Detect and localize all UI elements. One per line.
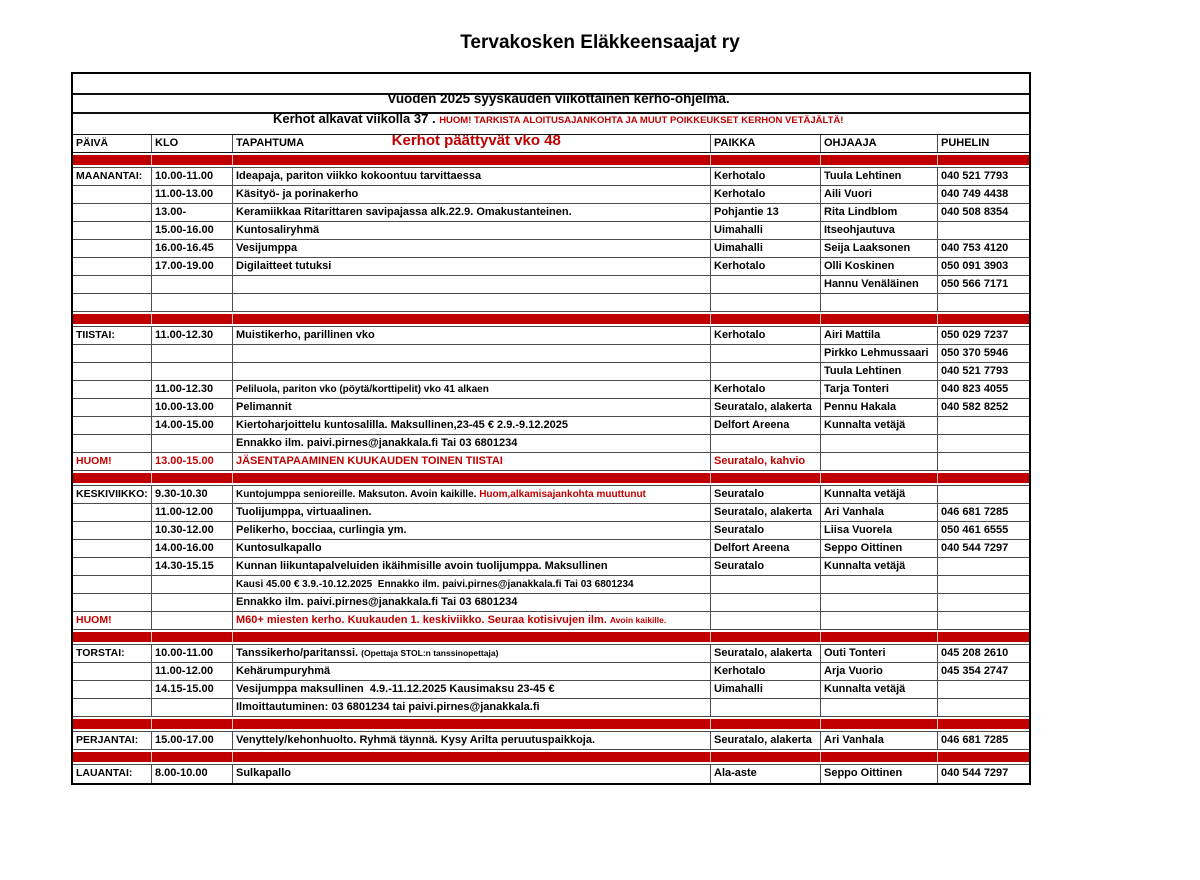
cell-paikka — [711, 612, 821, 629]
schedule-row — [73, 576, 1029, 594]
end-week-note: Kerhot päättyvät vko 48 — [391, 132, 561, 149]
cell-paikka — [711, 699, 821, 716]
column-header-paiva: PÄIVÄ — [73, 135, 152, 152]
cell-puhelin: 050 566 7171 — [941, 278, 1009, 290]
cell-puhelin — [938, 558, 1029, 575]
cell-ohjaaja: Aili Vuori — [821, 186, 938, 203]
cell-klo: 11.00-12.00 — [152, 663, 233, 680]
page-title: Tervakosken Eläkkeensaajat ry — [460, 32, 740, 53]
cell-puhelin: 040 508 8354 — [941, 206, 1009, 218]
cell-puhelin: 040 582 8252 — [941, 401, 1009, 413]
cell-tapahtuma — [233, 381, 711, 398]
cell-klo: 14.00-15.00 — [152, 417, 233, 434]
cell-paiva — [73, 435, 152, 452]
cell-paikka: Pohjantie 13 — [711, 204, 821, 221]
cell-tapahtuma: Tuolijumppa, virtuaalinen. — [233, 504, 711, 521]
cell-puhelin: 040 521 7793 — [941, 170, 1009, 182]
cell-tapahtuma: Pelimannit — [233, 399, 711, 416]
cell-klo: 11.00-12.00 — [152, 504, 233, 521]
cell-paiva — [73, 504, 152, 521]
cell-paikka: Seuratalo — [711, 486, 821, 503]
cell-paiva — [73, 276, 152, 293]
cell-tapahtuma — [233, 486, 711, 503]
column-header-puhelin: PUHELIN — [941, 137, 990, 149]
cell-paikka: Kerhotalo — [711, 327, 821, 344]
column-header-row — [73, 135, 1029, 153]
cell-klo — [152, 435, 233, 452]
cell-klo: 16.00-16.45 — [152, 240, 233, 257]
cell-paikka — [711, 435, 821, 452]
separator-cell — [73, 632, 152, 642]
cell-ohjaaja — [821, 594, 938, 611]
cell-klo: 17.00-19.00 — [152, 258, 233, 275]
separator-cell — [152, 719, 233, 729]
separator-cell — [711, 752, 821, 762]
cell-tapahtuma: Kuntosaliryhmä — [233, 222, 711, 239]
schedule-row — [73, 168, 1029, 186]
cell-paiva: TORSTAI: — [73, 645, 152, 662]
cell-klo — [152, 294, 233, 311]
cell-tapahtuma: Kehärumpuryhmä — [233, 663, 711, 680]
cell-puhelin — [938, 417, 1029, 434]
cell-paiva — [73, 345, 152, 362]
cell-klo: 14.00-16.00 — [152, 540, 233, 557]
cell-puhelin — [938, 699, 1029, 716]
cell-puhelin: 046 681 7285 — [941, 734, 1009, 746]
separator-bar — [73, 719, 1029, 729]
cell-paiva — [73, 240, 152, 257]
schedule-row — [73, 399, 1029, 417]
schedule-row — [73, 258, 1029, 276]
cell-tapahtuma: Kiertoharjoittelu kuntosalilla. Maksullinen,23-45 € 2.9.-9.12.2025 — [233, 417, 711, 434]
separator-cell — [73, 314, 152, 324]
separator-cell — [711, 719, 821, 729]
cell-paikka: Kerhotalo — [711, 168, 821, 185]
cell-puhelin — [938, 222, 1029, 239]
separator-cell — [73, 719, 152, 729]
cell-paiva — [73, 204, 152, 221]
cell-tapahtuma: Ennakko ilm. paivi.pirnes@janakkala.fi Tai 03 6801234 — [233, 594, 711, 611]
cell-puhelin — [938, 435, 1029, 452]
cell-paiva — [73, 522, 152, 539]
schedule-row — [73, 522, 1029, 540]
cell-ohjaaja: Airi Mattila — [821, 327, 938, 344]
cell-klo: 10.00-11.00 — [152, 645, 233, 662]
separator-cell — [821, 632, 938, 642]
schedule-row — [73, 363, 1029, 381]
cell-klo: 11.00-12.30 — [152, 381, 233, 398]
cell-tapahtuma: Kunnan liikuntapalveluiden ikäihmisille avoin tuolijumppa. Maksullinen — [233, 558, 711, 575]
separator-cell — [73, 752, 152, 762]
schedule-row — [73, 594, 1029, 612]
cell-tapahtuma — [233, 276, 711, 293]
separator-cell — [821, 473, 938, 483]
cell-paikka: Delfort Areena — [711, 540, 821, 557]
schedule-row — [73, 381, 1029, 399]
separator-cell — [152, 632, 233, 642]
cell-puhelin — [938, 681, 1029, 698]
cell-ohjaaja — [821, 453, 938, 470]
separator-cell — [821, 314, 938, 324]
schedule-table — [71, 72, 1031, 785]
separator-bar — [73, 155, 1029, 165]
cell-ohjaaja: Tuula Lehtinen — [821, 363, 938, 380]
cell-puhelin: 040 749 4438 — [941, 188, 1009, 200]
separator-cell — [233, 473, 711, 483]
event-text-segment: Peliluola, pariton vko (pöytä/korttipelit) vko 41 alkaen — [236, 384, 489, 395]
section-separator — [73, 717, 1029, 732]
cell-puhelin: 040 823 4055 — [941, 383, 1009, 395]
column-header-ohjaaja: OHJAAJA — [821, 135, 938, 152]
schedule-row — [73, 486, 1029, 504]
cell-klo: 15.00-17.00 — [152, 732, 233, 749]
cell-paikka: Kerhotalo — [711, 663, 821, 680]
separator-cell — [938, 314, 1029, 324]
column-header-klo: KLO — [152, 135, 233, 152]
cell-tapahtuma — [233, 363, 711, 380]
cell-klo — [152, 363, 233, 380]
cell-puhelin: 045 208 2610 — [941, 647, 1009, 659]
cell-ohjaaja: Pennu Hakala — [821, 399, 938, 416]
cell-ohjaaja: Kunnalta vetäjä — [821, 558, 938, 575]
cell-paikka: Uimahalli — [711, 222, 821, 239]
cell-paiva: LAUANTAI: — [73, 765, 152, 783]
separator-cell — [152, 752, 233, 762]
cell-klo: 13.00-15.00 — [152, 453, 233, 470]
cell-paikka: Uimahalli — [711, 240, 821, 257]
cell-puhelin — [938, 294, 1029, 311]
cell-tapahtuma — [233, 645, 711, 662]
cell-paiva — [73, 699, 152, 716]
cell-paiva — [73, 294, 152, 311]
cell-paikka: Seuratalo, alakerta — [711, 399, 821, 416]
schedule-row — [73, 240, 1029, 258]
separator-bar — [73, 752, 1029, 762]
cell-tapahtuma: Ennakko ilm. paivi.pirnes@janakkala.fi Tai 03 6801234 — [233, 435, 711, 452]
cell-paiva — [73, 186, 152, 203]
separator-cell — [938, 473, 1029, 483]
separator-cell — [711, 155, 821, 165]
separator-bar — [73, 632, 1029, 642]
cell-puhelin: 040 753 4120 — [941, 242, 1009, 254]
cell-tapahtuma: Digilaitteet tutuksi — [233, 258, 711, 275]
cell-paiva — [73, 663, 152, 680]
cell-klo: 11.00-13.00 — [152, 186, 233, 203]
section-separator — [73, 312, 1029, 327]
separator-cell — [821, 752, 938, 762]
cell-puhelin: 046 681 7285 — [941, 506, 1009, 518]
separator-cell — [711, 632, 821, 642]
cell-ohjaaja: Olli Koskinen — [821, 258, 938, 275]
separator-cell — [938, 719, 1029, 729]
cell-ohjaaja — [821, 435, 938, 452]
cell-puhelin: 050 029 7237 — [941, 329, 1009, 341]
cell-paiva: HUOM! — [73, 612, 152, 629]
cell-klo: 10.00-13.00 — [152, 399, 233, 416]
cell-ohjaaja: Hannu Venäläinen — [821, 276, 938, 293]
section-separator — [73, 471, 1029, 486]
cell-klo — [152, 594, 233, 611]
separator-cell — [233, 155, 711, 165]
cell-paikka: Kerhotalo — [711, 186, 821, 203]
cell-ohjaaja: Tarja Tonteri — [821, 381, 938, 398]
cell-tapahtuma: Venyttely/kehonhuolto. Ryhmä täynnä. Kysy Arilta peruutuspaikkoja. — [233, 732, 711, 749]
separator-cell — [938, 632, 1029, 642]
event-text-segment: Kausi 45.00 € 3.9.-10.12.2025 Ennakko ilm. paivi.pirnes@janakkala.fi Tai 03 6801234 — [236, 579, 634, 590]
cell-paikka — [711, 363, 821, 380]
cell-paikka: Kerhotalo — [711, 381, 821, 398]
cell-puhelin: 040 544 7297 — [941, 542, 1009, 554]
table-title-row — [73, 74, 1029, 106]
schedule-row — [73, 294, 1029, 312]
event-text-segment: M60+ miesten kerho. Kuukauden 1. keskiviikko. Seuraa kotisivujen ilm. — [236, 614, 610, 626]
cell-tapahtuma: Keramiikkaa Ritarittaren savipajassa alk.22.9. Omakustanteinen. — [233, 204, 711, 221]
cell-ohjaaja — [821, 612, 938, 629]
schedule-row — [73, 765, 1029, 783]
event-text-segment: Tanssikerho/paritanssi. — [236, 647, 362, 659]
schedule-row — [73, 663, 1029, 681]
cell-puhelin — [938, 486, 1029, 503]
cell-ohjaaja: Pirkko Lehmussaari — [821, 345, 938, 362]
cell-paiva — [73, 222, 152, 239]
cell-ohjaaja: Liisa Vuorela — [821, 522, 938, 539]
separator-cell — [938, 155, 1029, 165]
cell-tapahtuma — [233, 612, 711, 629]
cell-paiva — [73, 417, 152, 434]
schedule-row — [73, 327, 1029, 345]
schedule-row — [73, 612, 1029, 630]
cell-klo — [152, 612, 233, 629]
cell-paikka: Seuratalo, kahvio — [711, 453, 821, 470]
cell-puhelin: 050 091 3903 — [941, 260, 1009, 272]
column-header-tapahtuma: TAPAHTUMA — [233, 135, 711, 152]
schedule-row — [73, 558, 1029, 576]
cell-tapahtuma: Sulkapallo — [233, 765, 711, 783]
cell-paikka: Kerhotalo — [711, 258, 821, 275]
cell-klo — [152, 345, 233, 362]
cell-tapahtuma — [233, 576, 711, 593]
schedule-row — [73, 276, 1029, 294]
schedule-row — [73, 204, 1029, 222]
cell-ohjaaja: Outi Tonteri — [821, 645, 938, 662]
cell-puhelin: 050 461 6555 — [941, 524, 1009, 536]
cell-ohjaaja: Kunnalta vetäjä — [821, 486, 938, 503]
cell-paikka — [711, 594, 821, 611]
cell-tapahtuma: Muistikerho, parillinen vko — [233, 327, 711, 344]
separator-cell — [233, 632, 711, 642]
event-text-segment: Avoin kaikille. — [609, 615, 667, 625]
cell-tapahtuma — [233, 294, 711, 311]
cell-paiva: TIISTAI: — [73, 327, 152, 344]
cell-puhelin — [938, 453, 1029, 470]
cell-klo — [152, 276, 233, 293]
separator-cell — [73, 473, 152, 483]
cell-puhelin: 040 544 7297 — [941, 767, 1009, 779]
separator-cell — [938, 752, 1029, 762]
separator-cell — [233, 314, 711, 324]
cell-ohjaaja: Kunnalta vetäjä — [821, 417, 938, 434]
cell-klo — [152, 576, 233, 593]
cell-klo: 10.30-12.00 — [152, 522, 233, 539]
cell-puhelin: 040 521 7793 — [941, 365, 1009, 377]
cell-klo: 10.00-11.00 — [152, 168, 233, 185]
schedule-row — [73, 417, 1029, 435]
schedule-row — [73, 681, 1029, 699]
cell-paiva — [73, 258, 152, 275]
cell-paiva — [73, 540, 152, 557]
cell-ohjaaja: Ari Vanhala — [821, 504, 938, 521]
cell-ohjaaja: Seppo Oittinen — [821, 540, 938, 557]
cell-paikka: Seuratalo — [711, 558, 821, 575]
cell-tapahtuma — [233, 345, 711, 362]
cell-paiva: KESKIVIIKKO: — [73, 486, 152, 503]
cell-ohjaaja: Ari Vanhala — [821, 732, 938, 749]
cell-puhelin — [938, 576, 1029, 593]
separator-cell — [711, 314, 821, 324]
cell-paiva: PERJANTAI: — [73, 732, 152, 749]
cell-paikka: Uimahalli — [711, 681, 821, 698]
start-week-note: Kerhot alkavat viikolla 37 . — [272, 111, 440, 126]
cell-tapahtuma: Pelikerho, bocciaa, curlingia ym. — [233, 522, 711, 539]
cell-paikka: Seuratalo — [711, 522, 821, 539]
event-text-segment: (Opettaja STOL:n tanssinopettaja) — [361, 648, 499, 658]
schedule-row — [73, 345, 1029, 363]
cell-puhelin — [938, 612, 1029, 629]
cell-paiva — [73, 576, 152, 593]
schedule-row — [73, 453, 1029, 471]
cell-klo: 14.30-15.15 — [152, 558, 233, 575]
cell-ohjaaja — [821, 294, 938, 311]
cell-klo: 14.15-15.00 — [152, 681, 233, 698]
cell-paikka — [711, 576, 821, 593]
event-text-segment: Kuntojumppa senioreille. Maksuton. Avoin kaikille. — [236, 489, 480, 500]
cell-paikka: Seuratalo, alakerta — [711, 645, 821, 662]
table-body — [73, 153, 1029, 783]
cell-ohjaaja: Tuula Lehtinen — [821, 168, 938, 185]
cell-paikka: Seuratalo, alakerta — [711, 732, 821, 749]
cell-paikka: Ala-aste — [711, 765, 821, 783]
schedule-row — [73, 504, 1029, 522]
schedule-row — [73, 435, 1029, 453]
schedule-row — [73, 222, 1029, 240]
cell-paikka — [711, 276, 821, 293]
separator-bar — [73, 314, 1029, 324]
cell-paikka — [711, 294, 821, 311]
separator-cell — [152, 473, 233, 483]
separator-cell — [73, 155, 152, 165]
start-week-warning: HUOM! TARKISTA ALOITUSAJANKOHTA JA MUUT POIKKEUKSET KERHON VETÄJÄLTÄ! — [439, 115, 844, 126]
cell-paiva: HUOM! — [73, 453, 152, 470]
cell-puhelin: 050 370 5946 — [941, 347, 1009, 359]
cell-ohjaaja — [821, 699, 938, 716]
cell-puhelin — [938, 594, 1029, 611]
cell-paiva — [73, 594, 152, 611]
event-text-segment: Huom,alkamisajankohta muuttunut — [479, 489, 646, 500]
separator-cell — [152, 314, 233, 324]
column-header-paikka: PAIKKA — [711, 135, 821, 152]
cell-ohjaaja: Itseohjautuva — [821, 222, 938, 239]
section-separator — [73, 630, 1029, 645]
schedule-row — [73, 186, 1029, 204]
schedule-row — [73, 732, 1029, 750]
cell-ohjaaja — [821, 576, 938, 593]
separator-cell — [152, 155, 233, 165]
cell-ohjaaja: Rita Lindblom — [821, 204, 938, 221]
cell-tapahtuma: Vesijumppa maksullinen 4.9.-11.12.2025 Kausimaksu 23-45 € — [233, 681, 711, 698]
cell-ohjaaja: Kunnalta vetäjä — [821, 681, 938, 698]
cell-tapahtuma: Ilmoittautuminen: 03 6801234 tai paivi.pirnes@janakkala.fi — [233, 699, 711, 716]
schedule-row — [73, 699, 1029, 717]
cell-paiva: MAANANTAI: — [73, 168, 152, 185]
cell-klo — [152, 699, 233, 716]
cell-paikka — [711, 345, 821, 362]
separator-cell — [233, 719, 711, 729]
cell-paiva — [73, 399, 152, 416]
cell-tapahtuma: Kuntosulkapallo — [233, 540, 711, 557]
separator-cell — [233, 752, 711, 762]
section-separator — [73, 153, 1029, 168]
cell-paiva — [73, 681, 152, 698]
separator-cell — [821, 155, 938, 165]
cell-paikka: Delfort Areena — [711, 417, 821, 434]
cell-tapahtuma: Vesijumppa — [233, 240, 711, 257]
separator-cell — [821, 719, 938, 729]
separator-bar — [73, 473, 1029, 483]
cell-klo: 9.30-10.30 — [152, 486, 233, 503]
cell-tapahtuma: Ideapaja, pariton viikko kokoontuu tarvittaessa — [233, 168, 711, 185]
cell-klo: 13.00- — [152, 204, 233, 221]
cell-ohjaaja: Arja Vuorio — [821, 663, 938, 680]
cell-tapahtuma: JÄSENTAPAAMINEN KUUKAUDEN TOINEN TIISTAI — [233, 453, 711, 470]
table-title: Vuoden 2025 syyskauden viikottainen kerho-ohjelma. — [387, 91, 730, 106]
cell-paikka: Seuratalo, alakerta — [711, 504, 821, 521]
cell-paiva — [73, 381, 152, 398]
cell-ohjaaja: Seija Laaksonen — [821, 240, 938, 257]
separator-cell — [711, 473, 821, 483]
cell-tapahtuma: Käsityö- ja porinakerho — [233, 186, 711, 203]
section-separator — [73, 750, 1029, 765]
cell-ohjaaja: Seppo Oittinen — [821, 765, 938, 783]
cell-klo: 15.00-16.00 — [152, 222, 233, 239]
cell-paiva — [73, 363, 152, 380]
cell-klo: 8.00-10.00 — [152, 765, 233, 783]
cell-puhelin: 045 354 2747 — [941, 665, 1009, 677]
cell-paiva — [73, 558, 152, 575]
cell-klo: 11.00-12.30 — [152, 327, 233, 344]
schedule-row — [73, 645, 1029, 663]
schedule-row — [73, 540, 1029, 558]
